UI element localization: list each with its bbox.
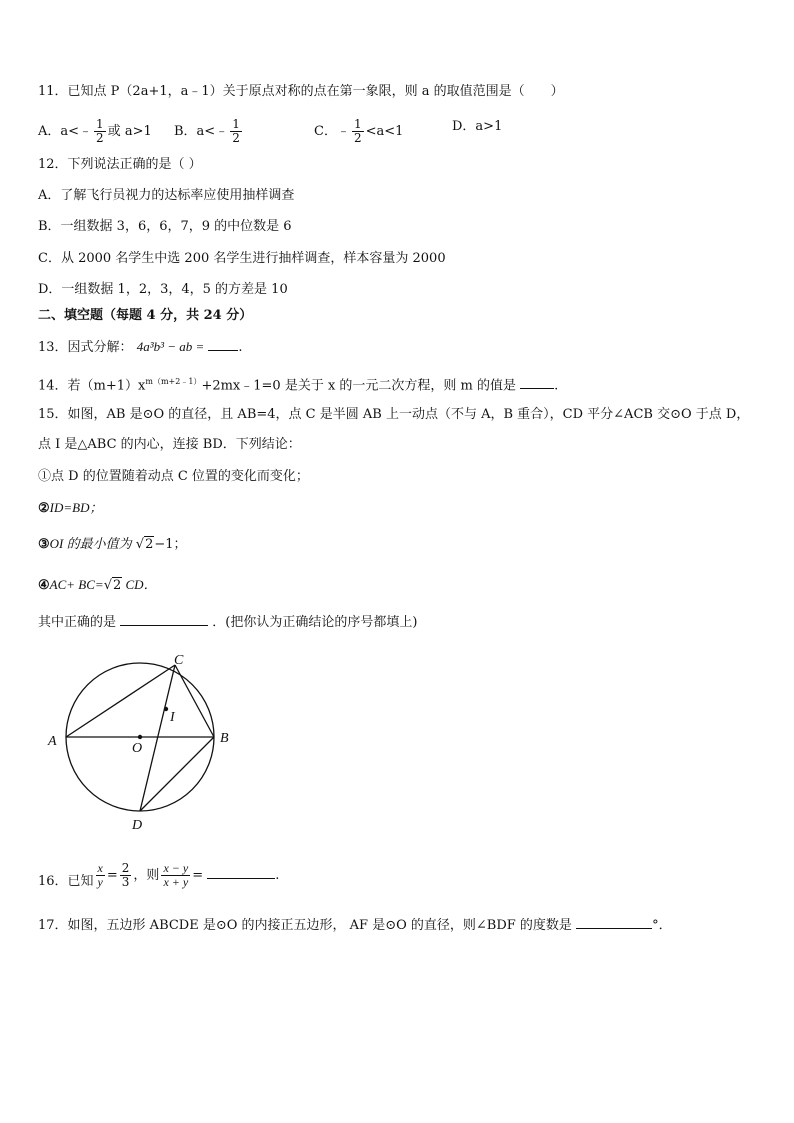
segment-ac bbox=[66, 665, 175, 737]
radicand: 2 bbox=[145, 537, 154, 552]
q11-option-a-text: A．a<﹣ bbox=[38, 124, 93, 139]
q17-answer-blank[interactable] bbox=[576, 916, 652, 929]
q17-suffix: °． bbox=[652, 918, 672, 933]
q11-option-a-tail: 或 a>1 bbox=[107, 124, 152, 139]
q12-option-b: B．一组数据 3，6，6，7，9 的中位数是 6 bbox=[38, 219, 292, 234]
q15-conclusion-3 bbox=[38, 535, 187, 554]
q11-option-c-tail: <a<1 bbox=[365, 124, 404, 139]
q11-option-c-text: C．﹣ bbox=[314, 124, 350, 139]
segment-bd bbox=[140, 737, 214, 811]
point-o bbox=[138, 735, 142, 739]
q16-fraction-xy bbox=[96, 862, 105, 889]
conclusion-text: OI 的最小值为 bbox=[49, 536, 132, 551]
fraction-numerator: 1 bbox=[232, 117, 240, 131]
fraction-numerator: 1 bbox=[353, 117, 362, 131]
q15-answer-suffix: ．(把你认为正确结论的序号都填上) bbox=[212, 615, 418, 630]
q15-line1: 15．如图，AB 是⊙O 的直径，且 AB=4，点 C 是半圆 AB 上一动点（不与 A，B 重合），CD 平分∠ACB 交⊙O 于点 D， bbox=[38, 407, 750, 422]
sqrt-symbol: √2 bbox=[103, 578, 122, 593]
circle-figure bbox=[40, 645, 250, 840]
q15-line2: 点 I 是△ABC 的内心，连接 BD．下列结论： bbox=[38, 437, 301, 452]
equals-sign: = bbox=[192, 868, 204, 883]
label-o: O bbox=[132, 741, 143, 756]
q11-option-b-text: B．a<﹣ bbox=[174, 124, 229, 139]
q13-suffix: . bbox=[238, 340, 243, 355]
q11-option-b-fraction bbox=[230, 118, 242, 145]
q14-middle: +2mx﹣1=0 是关于 x 的一元二次方程，则 m 的值是 bbox=[201, 378, 517, 394]
q11-option-b bbox=[174, 118, 244, 145]
segment-cd bbox=[140, 665, 175, 811]
sqrt-symbol: √2 bbox=[135, 537, 154, 552]
q15-answer bbox=[38, 613, 417, 632]
fraction-denominator: 2 bbox=[232, 131, 240, 145]
fraction-numerator: 1 bbox=[96, 117, 104, 131]
q12-option-a: A．了解飞行员视力的达标率应使用抽样调查 bbox=[38, 188, 295, 203]
q14-suffix: . bbox=[554, 378, 559, 394]
conclusion-tail: −1； bbox=[154, 537, 187, 552]
section-title: 二、填空题（每题 4 分，共 24 分） bbox=[38, 308, 253, 323]
fraction-denominator: 2 bbox=[353, 131, 362, 145]
q16-fraction-target bbox=[161, 862, 190, 889]
fraction-denominator: 2 bbox=[96, 131, 104, 145]
segment-bc bbox=[175, 665, 214, 737]
q17 bbox=[38, 916, 672, 935]
q16-prefix: 16．已知 bbox=[38, 874, 94, 889]
equals-sign: = bbox=[106, 868, 118, 883]
q11-option-d: D．a>1 bbox=[452, 119, 503, 134]
fraction-denominator: y bbox=[97, 875, 103, 889]
q16-answer-blank[interactable] bbox=[207, 866, 275, 879]
q12-stem: 12．下列说法正确的是（ ） bbox=[38, 157, 202, 172]
point-i bbox=[164, 707, 168, 711]
q11-options bbox=[38, 112, 638, 148]
q16-fraction-ratio bbox=[120, 862, 132, 889]
q13 bbox=[38, 338, 243, 357]
q13-answer-blank[interactable] bbox=[208, 338, 238, 351]
conclusion-text: AC+ BC= bbox=[49, 577, 104, 592]
q11-option-c-fraction bbox=[352, 118, 364, 145]
q15-conclusion-2 bbox=[38, 499, 102, 518]
conclusion-number: ② bbox=[38, 501, 50, 516]
conclusion-number: ④ bbox=[38, 578, 50, 593]
label-i: I bbox=[170, 710, 175, 725]
conclusion-number: ③ bbox=[38, 537, 50, 552]
q14-answer-blank[interactable] bbox=[520, 376, 554, 389]
radicand: 2 bbox=[112, 578, 122, 593]
q15-conclusion-4 bbox=[38, 576, 157, 595]
q11-stem: 11．已知点 P（2a+1，a﹣1）关于原点对称的点在第一象限，则 a 的取值范围是（ ） bbox=[38, 84, 564, 99]
fraction-numerator: x bbox=[97, 861, 103, 875]
q11-option-c bbox=[314, 118, 403, 145]
q12-option-c: C．从 2000 名学生中选 200 名学生进行抽样调查，样本容量为 2000 bbox=[38, 251, 446, 266]
q17-text: 17．如图，五边形 ABCDE 是⊙O 的内接正五边形， AF 是⊙O 的直径，则∠BDF 的度数是 bbox=[38, 918, 572, 933]
label-a: A bbox=[48, 734, 57, 749]
q15-conclusion-1: ①点 D 的位置随着动点 C 位置的变化而变化； bbox=[38, 469, 309, 484]
fraction-numerator: 2 bbox=[121, 861, 130, 875]
q16 bbox=[38, 862, 279, 896]
q15-answer-prefix: 其中正确的是 bbox=[38, 615, 117, 630]
q13-expression: 4a³b³ − ab = bbox=[136, 339, 205, 354]
conclusion-tail: CD． bbox=[122, 577, 157, 592]
fraction-numerator: x − y bbox=[163, 861, 189, 875]
label-d: D bbox=[132, 818, 143, 833]
label-c: C bbox=[174, 653, 184, 668]
q14-prefix: 14．若（m+1）x bbox=[38, 378, 146, 394]
q14 bbox=[38, 373, 558, 395]
fraction-denominator: x + y bbox=[163, 875, 189, 889]
fraction-denominator: 3 bbox=[121, 875, 130, 889]
q13-prefix: 13．因式分解： bbox=[38, 340, 133, 355]
q11-option-a bbox=[38, 118, 152, 145]
q15-answer-blank[interactable] bbox=[120, 613, 208, 626]
q11-option-a-fraction bbox=[94, 118, 106, 145]
q16-mid: ，则 bbox=[133, 868, 160, 883]
q14-exponent: m（m+2﹣1） bbox=[145, 377, 202, 386]
q16-suffix: . bbox=[275, 868, 280, 883]
conclusion-text: ID=BD； bbox=[49, 500, 103, 515]
q12-option-d: D．一组数据 1，2，3，4，5 的方差是 10 bbox=[38, 282, 288, 297]
label-b: B bbox=[220, 731, 229, 746]
